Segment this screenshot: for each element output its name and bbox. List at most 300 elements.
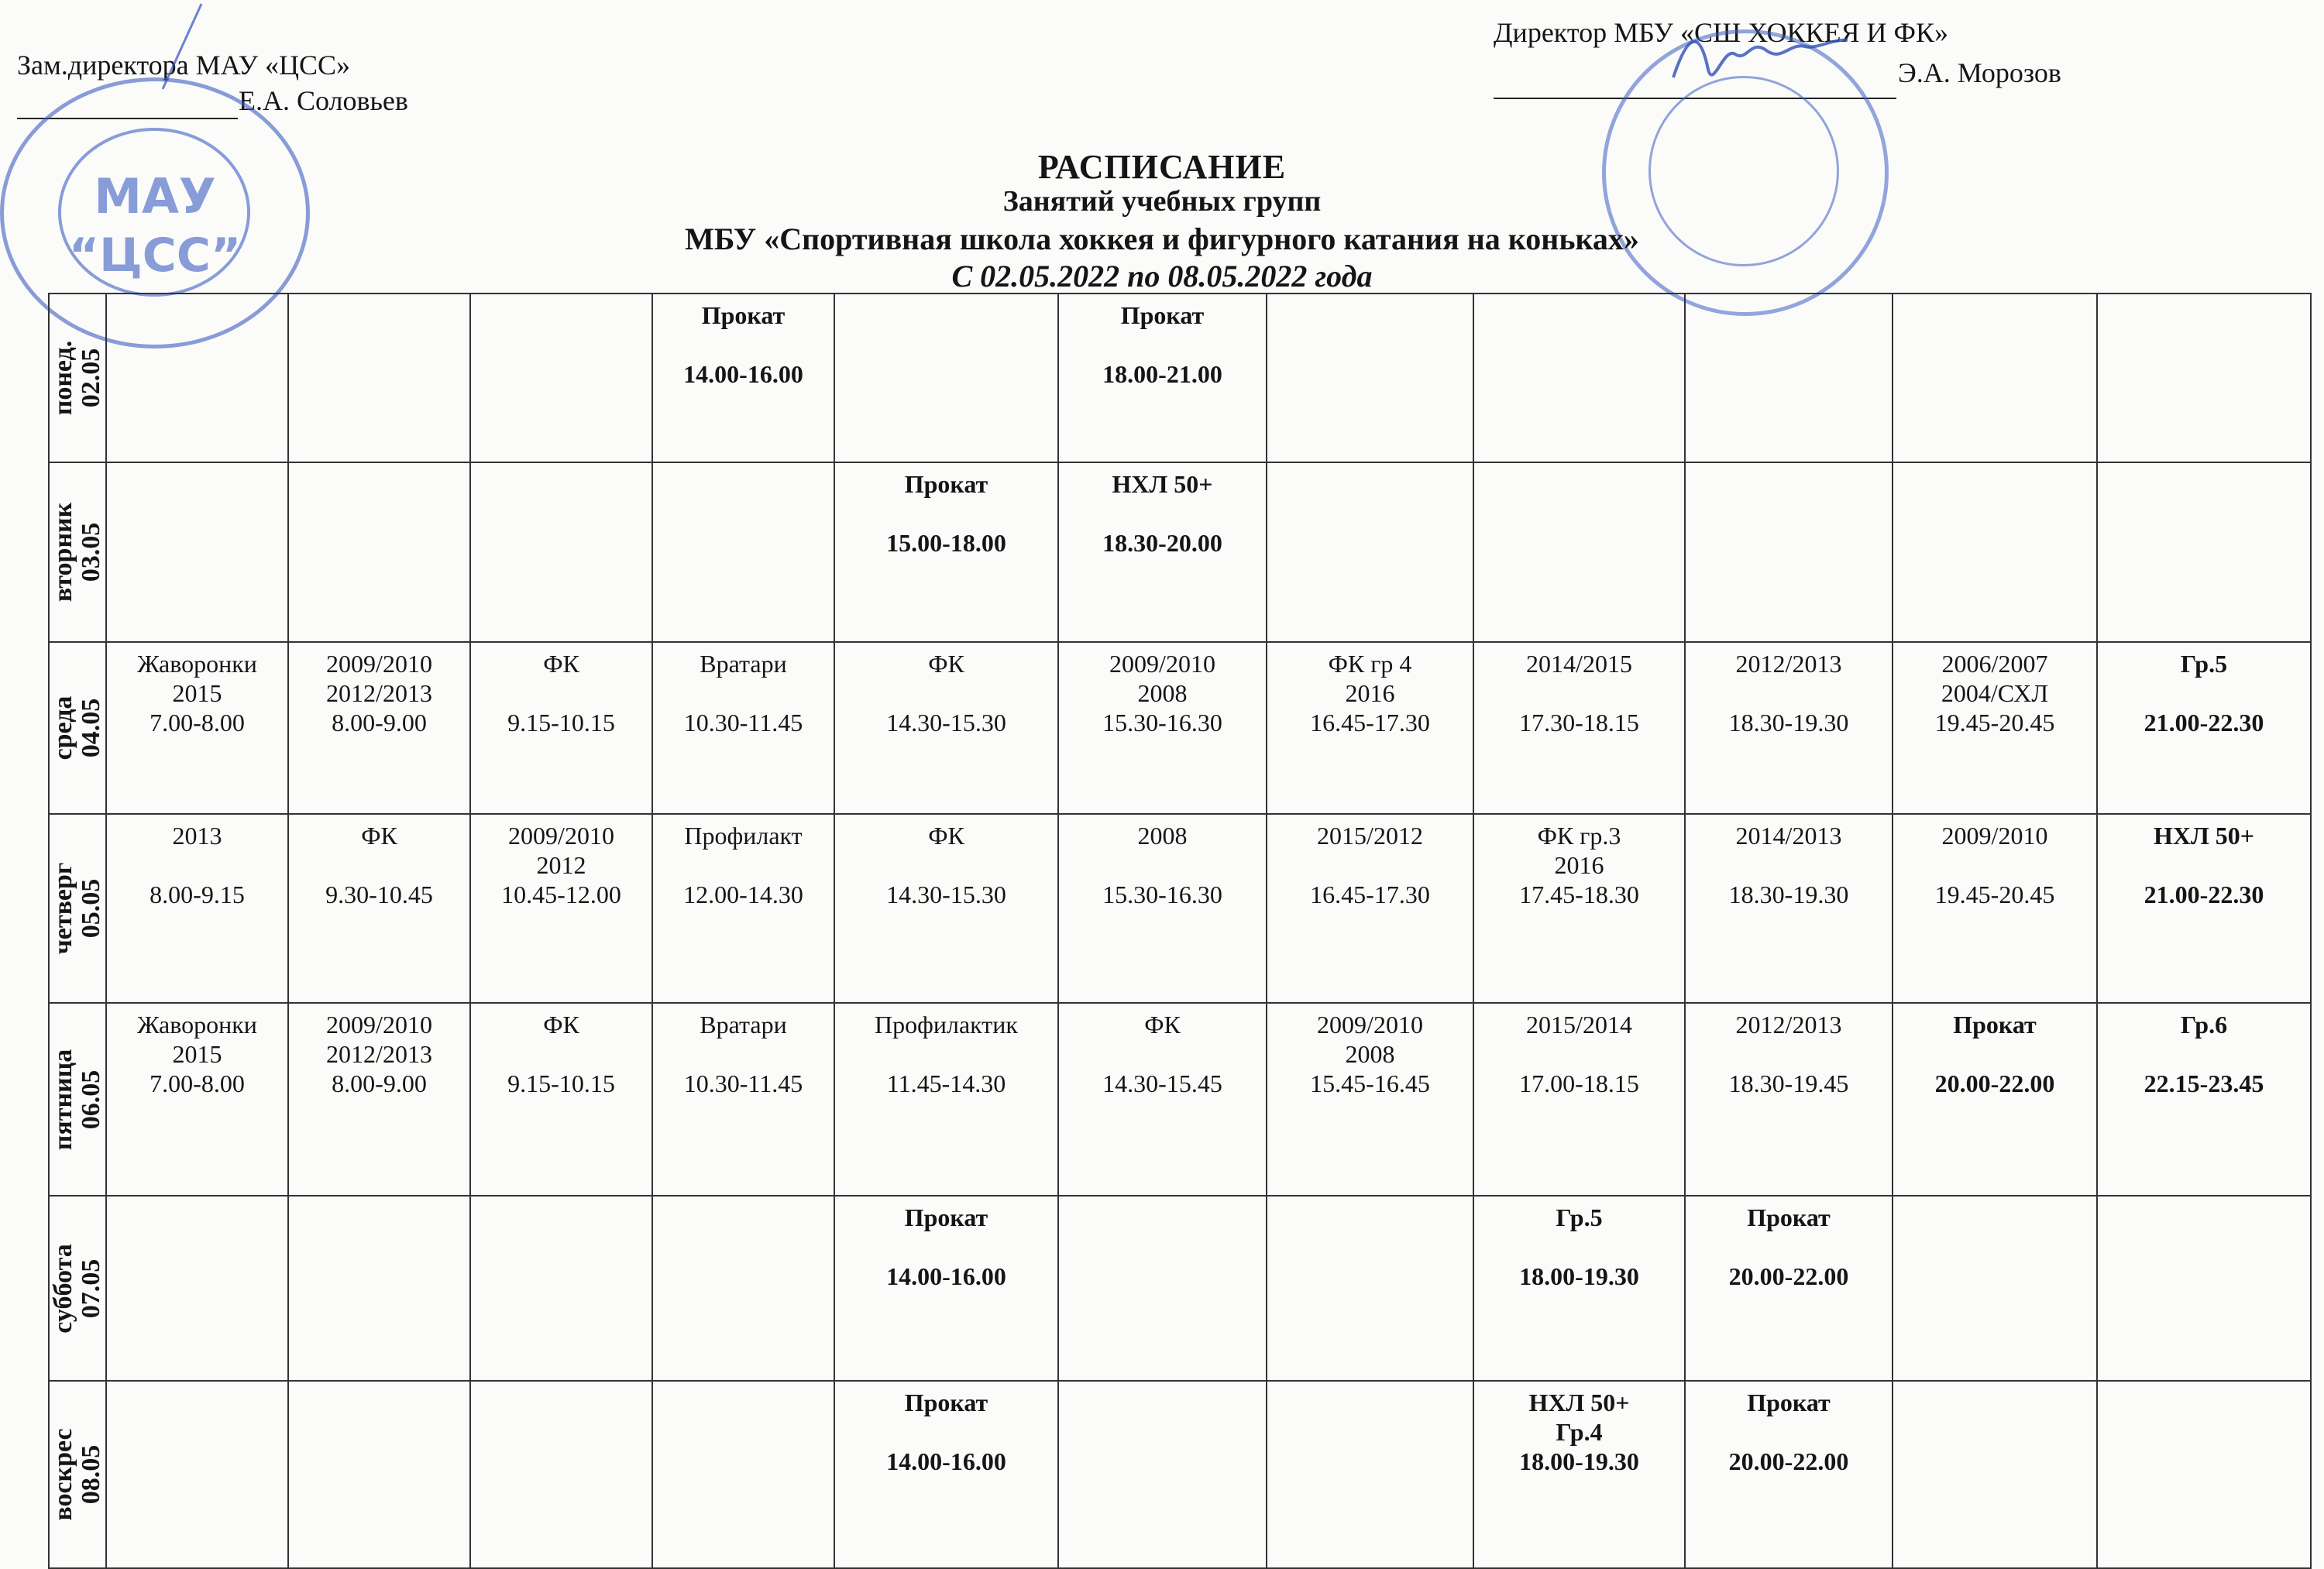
session-line: НХЛ 50+ (1528, 1389, 1630, 1416)
day-cell (49, 814, 106, 1003)
session-line: 19.45-20.45 (1934, 881, 2055, 908)
schedule-cell (106, 462, 288, 642)
schedule-cell (1473, 814, 1685, 1003)
session-line: 2009/2010 (1109, 650, 1215, 678)
session-info (107, 815, 287, 909)
schedule-cell (1893, 1381, 2097, 1568)
schedule-cell (1893, 294, 2097, 462)
session-line: Профилактик (875, 1011, 1018, 1039)
schedule-cell (288, 1196, 470, 1381)
session-info (2098, 1004, 2310, 1098)
session-info (1893, 1004, 2096, 1098)
schedule-cell (1267, 1196, 1473, 1381)
schedule-cell (1685, 814, 1893, 1003)
schedule-cell (2097, 1196, 2311, 1381)
session-info (107, 1382, 287, 1388)
session-info (1059, 1382, 1266, 1388)
session-line: 16.45-17.30 (1310, 881, 1430, 908)
session-line: Прокат (1953, 1011, 2037, 1039)
session-info (1267, 815, 1473, 909)
session-info (1686, 1196, 1892, 1291)
session-info (1267, 1382, 1473, 1388)
session-line (835, 850, 1057, 880)
session-line: 20.00-22.00 (1728, 1262, 1849, 1290)
session-line (835, 1417, 1057, 1447)
session-info (1893, 1382, 2096, 1388)
day-name: вторник (49, 502, 77, 603)
left-stamp-subtext: “ЦСС” (68, 228, 242, 283)
session-line: НХЛ 50+ (2153, 822, 2255, 850)
schedule-cell (1267, 294, 1473, 462)
schedule-cell (1058, 1381, 1267, 1568)
schedule-cell (288, 1003, 470, 1196)
session-line: ФК (543, 1011, 579, 1039)
schedule-cell (1685, 1196, 1893, 1381)
session-info (1686, 463, 1892, 469)
session-line: ФК гр.3 (1537, 822, 1621, 850)
session-line (1059, 850, 1266, 880)
schedule-cell (2097, 294, 2311, 462)
schedule-cell (2097, 1003, 2311, 1196)
schedule-cell (288, 642, 470, 814)
session-info (653, 463, 834, 469)
session-info (107, 1004, 287, 1098)
session-line: Гр.4 (1556, 1418, 1603, 1446)
schedule-cell (1267, 462, 1473, 642)
organization-name: МБУ «Спортивная школа хоккея и фигурного катания на коньках» (685, 221, 1639, 256)
day-date: 04.05 (77, 698, 105, 758)
schedule-cell (470, 1196, 652, 1381)
session-line: 15.00-18.00 (886, 529, 1006, 557)
left-signature-mark (155, 0, 217, 93)
session-line (653, 330, 834, 359)
schedule-cell (1893, 642, 2097, 814)
schedule-cell (834, 462, 1058, 642)
session-info (1474, 815, 1684, 909)
session-line: 11.45-14.30 (886, 1069, 1006, 1097)
schedule-cell (652, 294, 834, 462)
session-info (835, 294, 1057, 300)
session-line: 17.45-18.30 (1519, 881, 1639, 908)
right-approver-position: Директор МБУ «СШ ХОККЕЯ И ФК» (1494, 17, 1948, 48)
session-line: 2012/2013 (1735, 1011, 1842, 1039)
session-line: 18.00-19.30 (1519, 1262, 1639, 1290)
schedule-cell (652, 1381, 834, 1568)
session-line: 2012 (536, 851, 586, 879)
session-info (835, 643, 1057, 737)
session-line: 15.45-16.45 (1310, 1069, 1430, 1097)
session-info (653, 815, 834, 909)
schedule-cell (834, 1003, 1058, 1196)
session-line: Прокат (904, 1389, 988, 1416)
schedule-row (49, 814, 2311, 1003)
session-info (1686, 815, 1892, 909)
session-line: 2015/2014 (1526, 1011, 1632, 1039)
session-line: Гр.5 (2180, 650, 2228, 678)
session-info (289, 1382, 469, 1388)
day-label (50, 863, 105, 955)
schedule-cell (470, 814, 652, 1003)
session-info (289, 815, 469, 909)
session-info (1474, 1196, 1684, 1291)
schedule-row (49, 462, 2311, 642)
session-line: 2008 (1137, 822, 1188, 850)
session-info (1686, 294, 1892, 300)
schedule-cell (2097, 814, 2311, 1003)
session-info (1267, 643, 1473, 737)
session-line (653, 678, 834, 708)
schedule-cell (1267, 1381, 1473, 1568)
session-line: 10.45-12.00 (501, 881, 621, 908)
session-info (653, 1196, 834, 1203)
session-line: 14.00-16.00 (683, 360, 803, 388)
session-line: 12.00-14.30 (683, 881, 803, 908)
session-line: 10.30-11.45 (683, 1069, 803, 1097)
session-line (1686, 1417, 1892, 1447)
schedule-row (49, 1003, 2311, 1196)
schedule-cell (1893, 1196, 2097, 1381)
session-line: 2004/СХЛ (1941, 679, 2049, 707)
schedule-row (49, 642, 2311, 814)
session-info (835, 815, 1057, 909)
session-line: 21.00-22.30 (2144, 709, 2264, 736)
schedule-row (49, 1381, 2311, 1568)
session-line: 8.00-9.15 (150, 881, 245, 908)
session-line: ФК (361, 822, 397, 850)
session-line (835, 499, 1057, 528)
schedule-cell (106, 642, 288, 814)
schedule-cell (1685, 642, 1893, 814)
session-line: 10.30-11.45 (683, 709, 803, 736)
session-line: 9.15-10.15 (507, 709, 615, 736)
session-line (1474, 1039, 1684, 1069)
document-subtitle: Занятий учебных групп (1002, 185, 1322, 218)
session-line (1686, 850, 1892, 880)
session-line: 14.30-15.45 (1102, 1069, 1222, 1097)
session-line (2098, 678, 2310, 708)
left-approver-position: Зам.директора МАУ «ЦСС» (17, 50, 350, 81)
session-line: 2009/2010 (508, 822, 614, 850)
session-info (471, 1196, 651, 1203)
day-name: четверг (49, 862, 77, 955)
session-line: 7.00-8.00 (150, 1069, 245, 1097)
session-line (2098, 1039, 2310, 1069)
session-info (1474, 643, 1684, 737)
schedule-cell (1267, 642, 1473, 814)
session-info (835, 1004, 1057, 1098)
day-label (50, 503, 105, 602)
session-line: 2008 (1345, 1040, 1395, 1068)
session-line (1686, 1039, 1892, 1069)
session-line: 18.00-21.00 (1102, 360, 1222, 388)
right-approver-name: Э.А. Морозов (1898, 57, 2061, 88)
session-info (1059, 463, 1266, 558)
schedule-cell (652, 814, 834, 1003)
day-cell (49, 1381, 106, 1568)
session-line (289, 850, 469, 880)
day-label (50, 1244, 105, 1333)
schedule-body (49, 294, 2311, 1568)
left-approver-name: Е.А. Соловьев (239, 85, 408, 116)
session-line: 21.00-22.30 (2144, 881, 2264, 908)
session-info (2098, 1382, 2310, 1388)
session-line (835, 1039, 1057, 1069)
day-name: суббота (49, 1243, 77, 1334)
session-line: 14.00-16.00 (886, 1262, 1006, 1290)
session-line: 20.00-22.00 (1934, 1069, 2055, 1097)
schedule-cell (288, 814, 470, 1003)
day-date: 03.05 (77, 522, 105, 582)
session-line: Профилакт (684, 822, 803, 850)
session-info (835, 463, 1057, 558)
session-info (289, 1196, 469, 1203)
director-signature (1666, 23, 1851, 93)
session-info (289, 1004, 469, 1098)
session-info (1267, 294, 1473, 300)
session-info (1893, 643, 2096, 737)
schedule-cell (1893, 1003, 2097, 1196)
schedule-cell (1058, 642, 1267, 814)
session-info (471, 1382, 651, 1388)
session-info (471, 643, 651, 737)
session-line (1059, 499, 1266, 528)
session-line: НХЛ 50+ (1112, 470, 1213, 498)
schedule-cell (834, 642, 1058, 814)
session-line: 18.30-19.45 (1728, 1069, 1849, 1097)
day-cell (49, 1003, 106, 1196)
schedule-cell (652, 1003, 834, 1196)
session-line: 2013 (172, 822, 222, 850)
schedule-cell (1058, 294, 1267, 462)
session-info (289, 463, 469, 469)
session-info (2098, 815, 2310, 909)
session-line: Прокат (1120, 301, 1205, 329)
session-info (289, 643, 469, 737)
schedule-cell (470, 462, 652, 642)
schedule-cell (1685, 294, 1893, 462)
session-line: 2012/2013 (1735, 650, 1842, 678)
session-info (653, 294, 834, 389)
session-line: 2015 (172, 679, 222, 707)
session-line (1474, 678, 1684, 708)
session-line: 2016 (1554, 851, 1604, 879)
schedule-cell (834, 1196, 1058, 1381)
day-label (50, 341, 105, 416)
session-line: 2015 (172, 1040, 222, 1068)
schedule-cell (106, 814, 288, 1003)
session-info (1267, 1196, 1473, 1203)
day-date: 08.05 (77, 1444, 105, 1505)
session-info (1686, 1004, 1892, 1098)
session-line: ФК (543, 650, 579, 678)
session-line (1059, 1039, 1266, 1069)
schedule-cell (106, 1003, 288, 1196)
session-info (2098, 1196, 2310, 1203)
session-line: 8.00-9.00 (332, 1069, 427, 1097)
session-line (653, 850, 834, 880)
session-info (107, 643, 287, 737)
session-line (107, 850, 287, 880)
session-line: 20.00-22.00 (1728, 1447, 1849, 1475)
session-line: Прокат (1747, 1389, 1831, 1416)
session-info (2098, 294, 2310, 300)
day-date: 05.05 (77, 878, 105, 939)
session-line: Жаворонки (137, 650, 257, 678)
day-name: пятница (49, 1049, 77, 1150)
session-line: 2014/2013 (1735, 822, 1842, 850)
schedule-cell (470, 1381, 652, 1568)
schedule-cell (1058, 1003, 1267, 1196)
schedule-cell (288, 1381, 470, 1568)
schedule-cell (1267, 1003, 1473, 1196)
schedule-row (49, 294, 2311, 462)
session-line: ФК (1144, 1011, 1181, 1039)
schedule-cell (2097, 642, 2311, 814)
schedule-cell (834, 1381, 1058, 1568)
schedule-row (49, 1196, 2311, 1381)
session-info (1893, 815, 2096, 909)
schedule-cell (470, 642, 652, 814)
schedule-cell (288, 462, 470, 642)
session-line (835, 1232, 1057, 1262)
day-date: 06.05 (77, 1069, 105, 1129)
session-line: 16.45-17.30 (1310, 709, 1430, 736)
session-info (289, 294, 469, 300)
session-line: 2006/2007 (1941, 650, 2048, 678)
session-info (1893, 463, 2096, 469)
session-info (835, 1382, 1057, 1476)
session-line: 2012/2013 (326, 679, 432, 707)
schedule-cell (1473, 1003, 1685, 1196)
schedule-cell (1058, 462, 1267, 642)
session-line (1474, 1232, 1684, 1262)
session-line: 2009/2010 (1941, 822, 2048, 850)
session-info (1893, 1196, 2096, 1203)
day-cell (49, 642, 106, 814)
session-info (1267, 463, 1473, 469)
schedule-cell (2097, 1381, 2311, 1568)
schedule-cell (1473, 462, 1685, 642)
day-cell (49, 462, 106, 642)
session-line (835, 678, 1057, 708)
session-line: 18.30-19.30 (1728, 709, 1849, 736)
session-info (2098, 463, 2310, 469)
schedule-cell (1893, 814, 2097, 1003)
session-info (1059, 294, 1266, 389)
session-line: 7.00-8.00 (150, 709, 245, 736)
day-name: воскрес (49, 1428, 77, 1521)
schedule-cell (1685, 462, 1893, 642)
schedule-cell (1267, 814, 1473, 1003)
schedule-cell (288, 294, 470, 462)
session-info (107, 463, 287, 469)
session-info (835, 1196, 1057, 1291)
session-line (1893, 850, 2096, 880)
schedule-cell (470, 1003, 652, 1196)
session-line (471, 1039, 651, 1069)
day-label (50, 1049, 105, 1149)
session-line: 17.30-18.15 (1519, 709, 1639, 736)
session-line: Прокат (1747, 1203, 1831, 1231)
session-info (1474, 294, 1684, 300)
day-label (50, 696, 105, 760)
session-line: 9.15-10.15 (507, 1069, 615, 1097)
session-info (2098, 643, 2310, 737)
session-line: 2012/2013 (326, 1040, 432, 1068)
schedule-table (48, 293, 2312, 1569)
session-line: 2014/2015 (1526, 650, 1632, 678)
session-info (471, 294, 651, 300)
session-line: ФК (928, 650, 964, 678)
session-line: Жаворонки (137, 1011, 257, 1039)
session-line (1686, 678, 1892, 708)
schedule-cell (1685, 1003, 1893, 1196)
session-info (653, 1004, 834, 1098)
session-line (471, 678, 651, 708)
session-info (1474, 1004, 1684, 1098)
session-info (107, 294, 287, 300)
schedule-cell (2097, 462, 2311, 642)
day-name: среда (49, 695, 77, 760)
schedule-cell (1893, 462, 2097, 642)
day-label (50, 1428, 105, 1520)
day-cell (49, 1196, 106, 1381)
session-line: 2009/2010 (326, 1011, 432, 1039)
session-line: Прокат (904, 470, 988, 498)
session-line (1686, 1232, 1892, 1262)
session-line: 15.30-16.30 (1102, 709, 1222, 736)
session-line (1059, 330, 1266, 359)
session-line: 9.30-10.45 (325, 881, 433, 908)
schedule-cell (1473, 1196, 1685, 1381)
session-line: Прокат (904, 1203, 988, 1231)
session-line: 18.30-20.00 (1102, 529, 1222, 557)
schedule-cell (1473, 642, 1685, 814)
session-line: Гр.6 (2180, 1011, 2228, 1039)
schedule-cell (1058, 814, 1267, 1003)
session-info (1267, 1004, 1473, 1098)
date-range: С 02.05.2022 по 08.05.2022 года (951, 259, 1373, 294)
session-info (1059, 1196, 1266, 1203)
schedule-cell (1473, 1381, 1685, 1568)
session-line: 14.00-16.00 (886, 1447, 1006, 1475)
schedule-cell (652, 1196, 834, 1381)
day-cell (49, 294, 106, 462)
session-line: 2009/2010 (326, 650, 432, 678)
schedule-cell (1058, 1196, 1267, 1381)
session-line: 19.45-20.45 (1934, 709, 2055, 736)
session-info (1474, 1382, 1684, 1476)
session-line (2098, 850, 2310, 880)
session-line: 8.00-9.00 (332, 709, 427, 736)
session-info (1474, 463, 1684, 469)
session-line: 2008 (1137, 679, 1188, 707)
session-info (1686, 1382, 1892, 1476)
session-info (471, 1004, 651, 1098)
session-line: 18.00-19.30 (1519, 1447, 1639, 1475)
session-line: 2016 (1345, 679, 1395, 707)
session-line: 14.30-15.30 (886, 881, 1006, 908)
session-line: 2009/2010 (1317, 1011, 1423, 1039)
schedule-cell (1685, 1381, 1893, 1568)
session-line: 17.00-18.15 (1519, 1069, 1639, 1097)
session-info (653, 1382, 834, 1388)
session-line (653, 1039, 834, 1069)
schedule-cell (652, 462, 834, 642)
schedule-cell (106, 1381, 288, 1568)
session-info (1059, 815, 1266, 909)
schedule-cell (834, 294, 1058, 462)
